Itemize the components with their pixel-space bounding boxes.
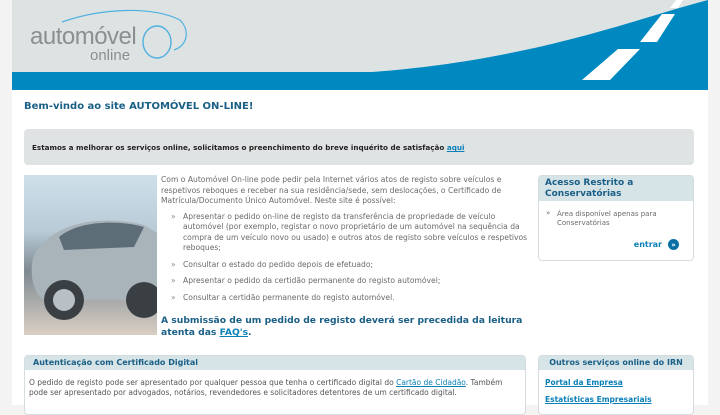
- list-item: » Apresentar o pedido on-line de registo da transferência de propriedade de veículo automóvel (por exemplo, registar o novo proprietário de um automóvel na sequência da compra de um veículo novo ou usado) e outros atos de registo sobre veículos e respetivos reboques;: [171, 212, 531, 254]
- auth-text: O pedido de registo pode ser apresentado por qualquer pessoa que tenha o certificado digital do: [29, 378, 397, 387]
- enter-label: entrar: [633, 240, 662, 249]
- notice-text: Estamos a melhorar os serviços online, solicitamos o preenchimento do breve inquérito de satisfação: [32, 143, 447, 152]
- panel-title: Acesso Restrito a Conservatórias: [539, 176, 693, 201]
- other-services-panel: [538, 355, 694, 415]
- features-list: [161, 212, 531, 304]
- list-item: » Consultar a certidão permanente do registo automóvel.: [171, 293, 531, 304]
- car-image: [24, 175, 157, 335]
- enter-button[interactable]: [634, 239, 679, 250]
- faq-text: A submissão de um pedido de registo deverá ser precedida da leitura atenta das: [161, 315, 523, 338]
- logo-subtext: online: [90, 47, 131, 64]
- intro-section: [161, 175, 531, 339]
- estatisticas-link[interactable]: Estatísticas Empresariais: [545, 395, 652, 404]
- page: [12, 0, 708, 405]
- auth-text-cont: . Também pode ser apresentado por advogados, notários, revendedores e solicitadores detentores de um certificado digital.: [29, 378, 503, 397]
- restricted-access-panel: [538, 175, 694, 261]
- intro-paragraph: Com o Automóvel On-line pode pedir pela Internet vários atos de registo sobre veículos e respetivos reboques e receber na sua residência/sede, sem deslocações, o Certificado de Matrícula/Documento Único Automóvel. Neste site é possível:: [161, 175, 502, 205]
- double-chevron-right-icon: »: [668, 239, 679, 250]
- survey-link[interactable]: aqui: [446, 143, 465, 152]
- panel-text: » Área disponível apenas para Conservatórias: [539, 201, 693, 228]
- digital-certificate-panel: [24, 355, 526, 415]
- logo-text: automóvel: [30, 23, 137, 50]
- list-item: » Consultar o estado do pedido depois de efetuado;: [171, 260, 531, 271]
- faq-end: .: [248, 327, 252, 338]
- panel-text: [25, 370, 525, 406]
- portal-empresa-link[interactable]: Portal da Empresa: [545, 378, 623, 387]
- header-banner: [12, 0, 708, 90]
- faq-link[interactable]: FAQ's: [219, 327, 249, 338]
- panel-title: Autenticação com Certificado Digital: [25, 356, 525, 370]
- citizen-card-link[interactable]: Cartão de Cidadão: [396, 378, 466, 387]
- list-item: » Apresentar o pedido da certidão permanente do registo automóvel;: [171, 276, 531, 287]
- faq-notice: [161, 315, 531, 339]
- survey-notice: [24, 129, 694, 165]
- page-title: Bem-vindo ao site AUTOMÓVEL ON-LINE!: [24, 101, 254, 112]
- panel-title: Outros serviços online do IRN: [539, 356, 693, 370]
